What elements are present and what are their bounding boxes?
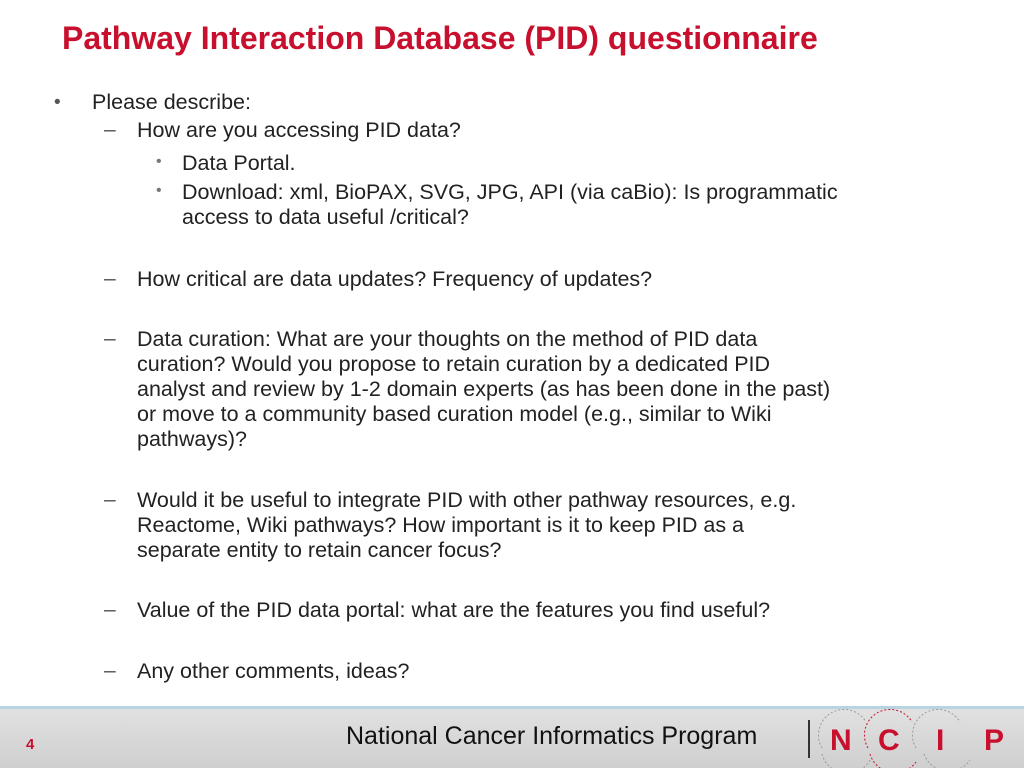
question-integrate-line1: Would it be useful to integrate PID with other pathway resources, e.g. [137, 488, 797, 512]
dash-marker: – [104, 659, 116, 682]
question-updates: How critical are data updates? Frequency of updates? [137, 267, 653, 291]
logo-letter-n: N [830, 724, 852, 757]
program-name: National Cancer Informatics Program [346, 722, 758, 750]
dash-marker: – [104, 598, 116, 621]
bullet-marker: • [54, 92, 61, 113]
question-accessing: How are you accessing PID data? [137, 118, 461, 142]
question-curation-line1: Data curation: What are your thoughts on the method of PID data [137, 327, 758, 351]
question-curation-line5: pathways)? [137, 427, 247, 451]
question-portal-value: Value of the PID data portal: what are the features you find useful? [137, 598, 771, 622]
dash-marker: – [104, 267, 116, 290]
dash-marker: – [104, 327, 116, 350]
question-integrate-line3: separate entity to retain cancer focus? [137, 538, 502, 562]
ncip-logo [816, 708, 1016, 768]
page-number: 4 [26, 736, 35, 753]
logo-divider [808, 720, 810, 758]
logo-letter-i: I [936, 724, 945, 757]
logo-letter-p: P [984, 724, 1005, 757]
answer-data-portal: Data Portal. [182, 151, 296, 175]
dash-marker: – [104, 118, 116, 141]
question-other-comments: Any other comments, ideas? [137, 659, 410, 683]
question-curation-line4: or move to a community based curation model (e.g., similar to Wiki [137, 402, 772, 426]
bullet-please-describe: Please describe: [92, 90, 251, 114]
answer-download-line2: access to data useful /critical? [182, 205, 469, 229]
sub-bullet-marker: • [156, 182, 162, 199]
slide-title: Pathway Interaction Database (PID) questionnaire [62, 20, 818, 56]
logo-letter-c: C [878, 724, 900, 757]
question-integrate-line2: Reactome, Wiki pathways? How important is it to keep PID as a [137, 513, 745, 537]
sub-bullet-marker: • [156, 153, 162, 170]
question-curation-line3: analyst and review by 1-2 domain experts (as has been done in the past) [137, 377, 831, 401]
dash-marker: – [104, 488, 116, 511]
question-curation-line2: curation? Would you propose to retain curation by a dedicated PID [137, 352, 771, 376]
answer-download-line1: Download: xml, BioPAX, SVG, JPG, API (via caBio): Is programmatic [182, 180, 838, 204]
